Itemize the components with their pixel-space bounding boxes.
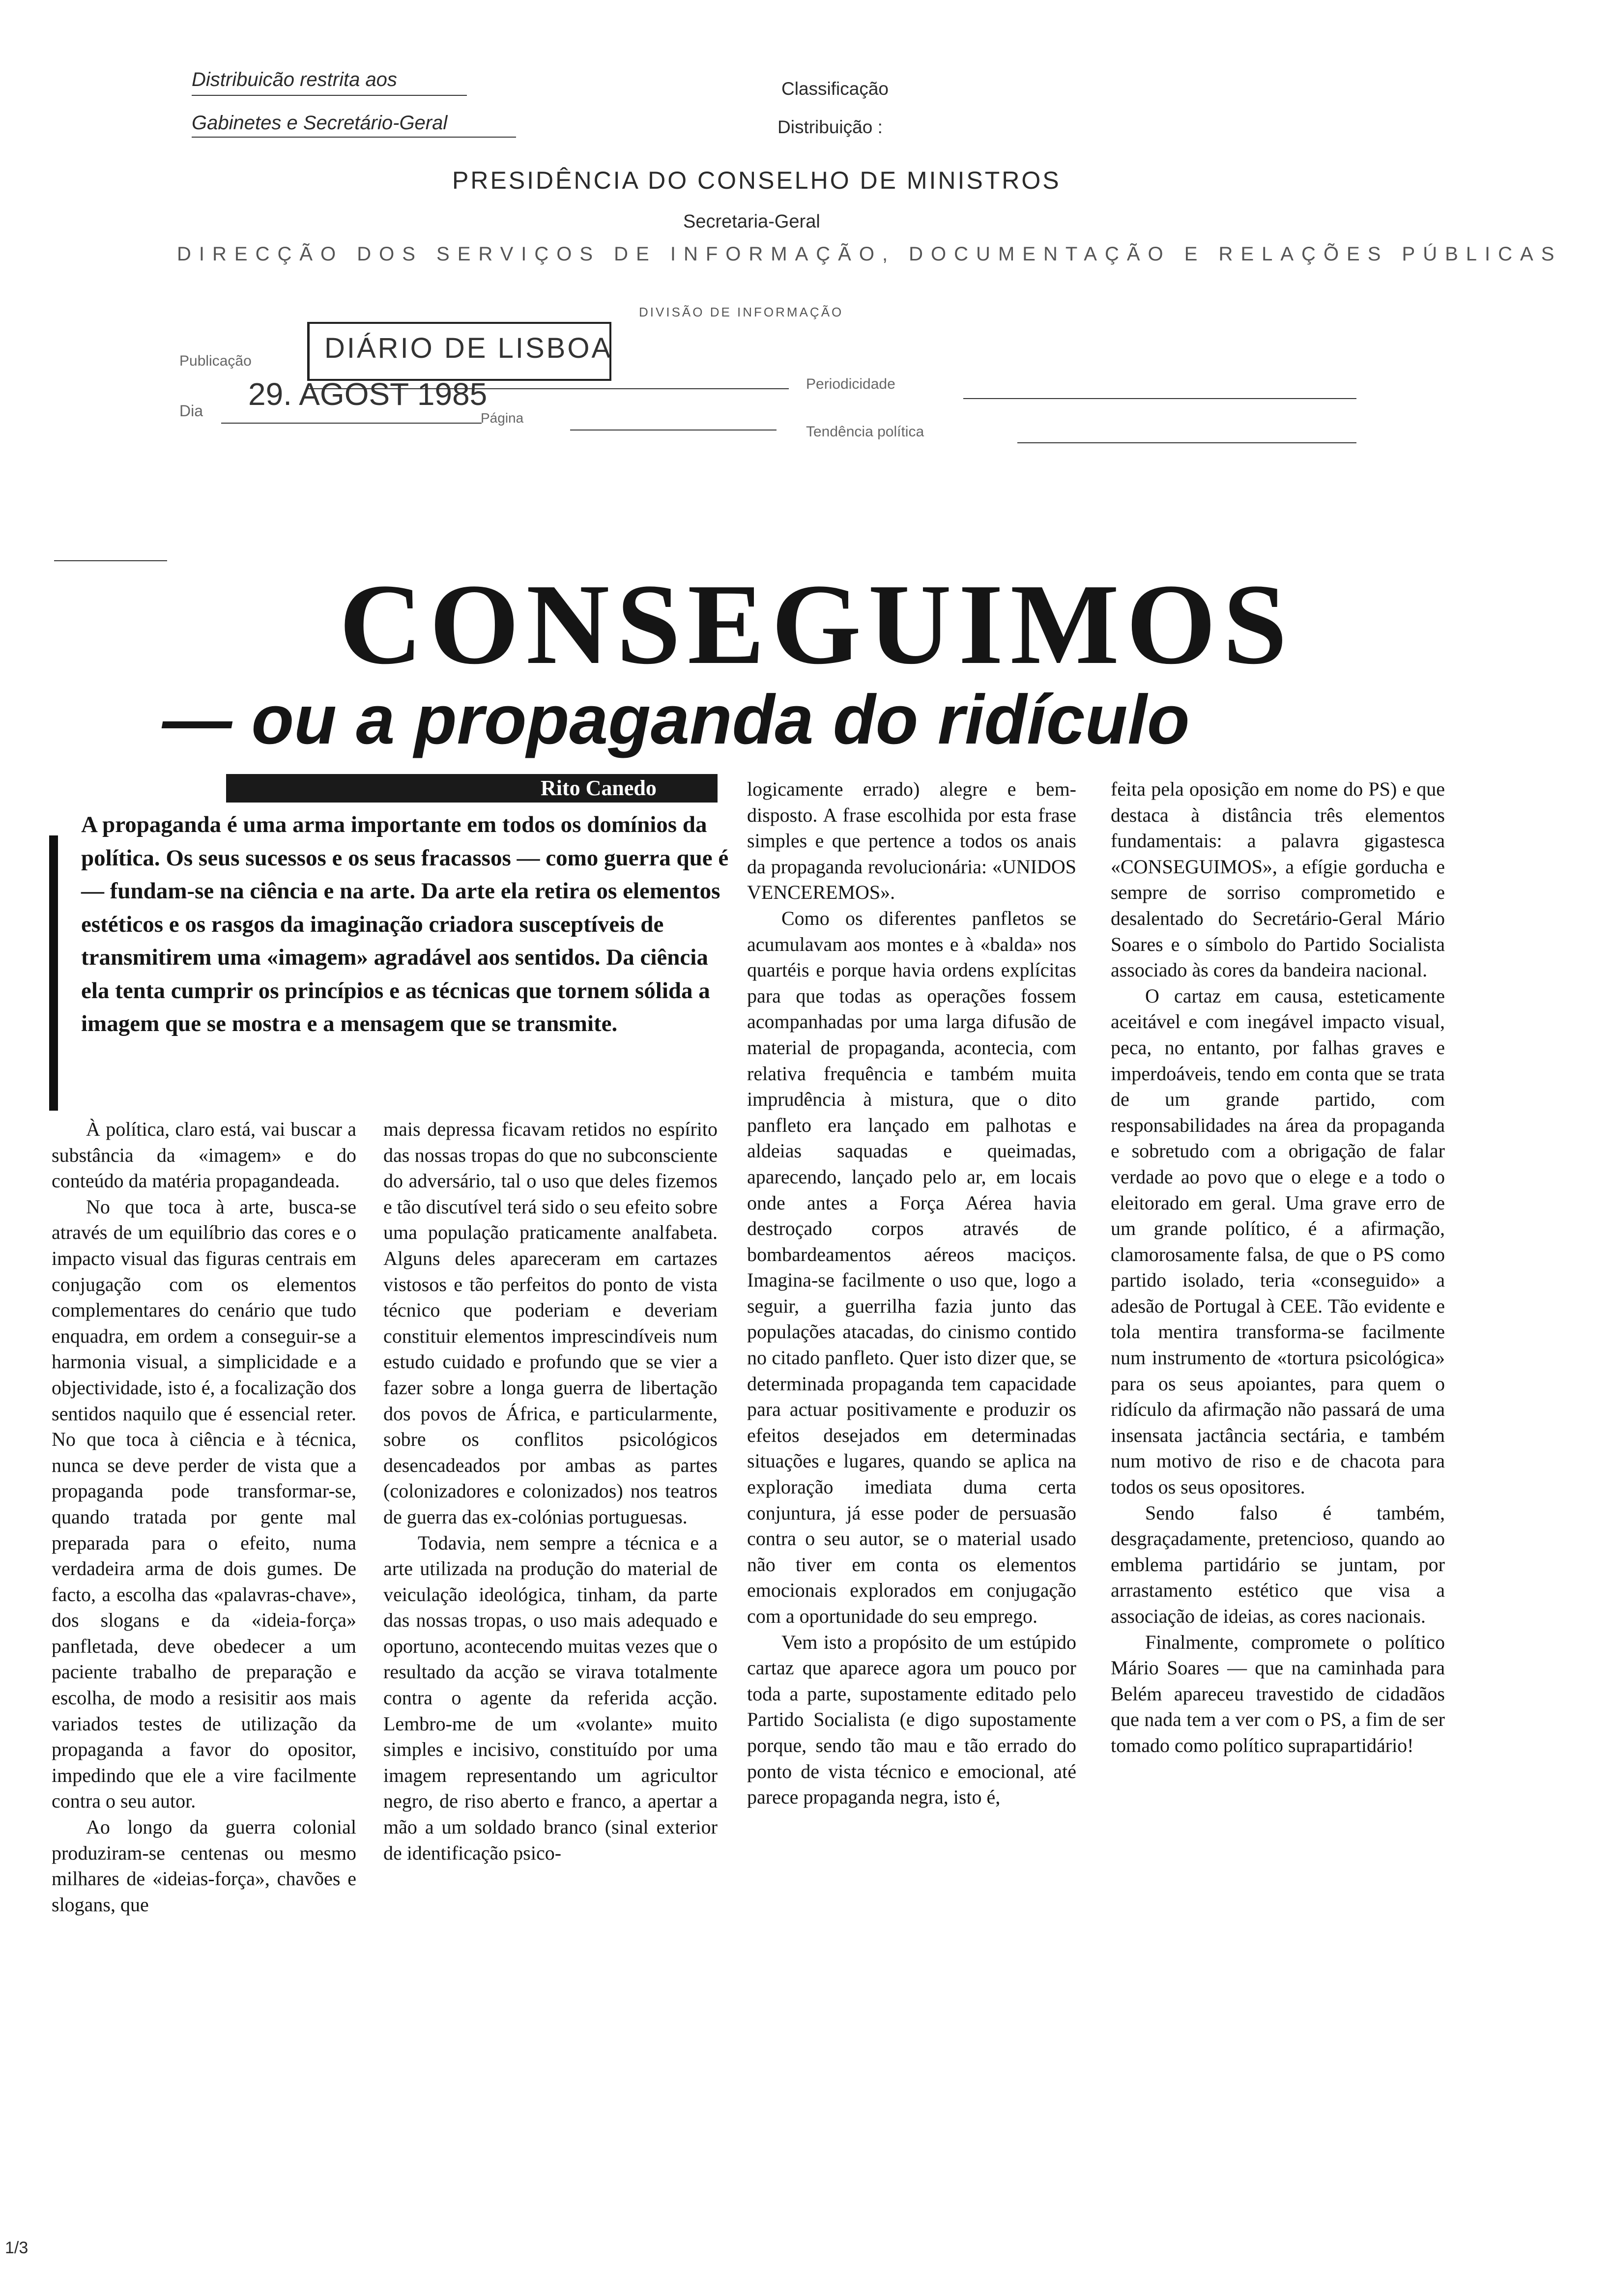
paragraph: O cartaz em causa, esteticamente aceitável e com inegável impacto visual, peca, no entanto, por falhas graves e imperdoáveis, tendo em conta que se trata de um grande partido, com responsabilidades na área da propaganda e sobretudo com a obrigação de falar verdade ao povo que o elege e a todo o eleitorado em geral. Uma grave erro de um grande político, é a afirmação, clamorosamente falsa, de que o PS como partido isolado, teria «conseguido» a adesão de Portugal à CEE. Tão evidente e tola mentira transforma-se facilmente num instrumento de «tortura psicológica» para os seus apoiantes, para quem o ridículo da afirmação não passará de uma insensata jactância sectária, e também num motivo de riso e de chacota para todos os seus opositores. — [1111, 984, 1445, 1498]
division: DIVISÃO DE INFORMAÇÃO — [639, 305, 844, 319]
article-subtitle: — ou a propaganda do ridículo — [162, 681, 1190, 759]
org-title: PRESIDÊNCIA DO CONSELHO DE MINISTROS — [452, 167, 1061, 194]
periodicity-label: Periodicidade — [806, 376, 895, 392]
paragraph: No que toca à arte, busca-se através de um equilíbrio das cores e o impacto visual das figuras centrais em conjugação com os elementos complementares do cenário que tudo enquadra, em ordem a conseguir-se a harmonia visual, a simplicidade e a objectividade, isto é, a focalização dos sentidos naquilo que é essencial reter. No que toca à ciência e à técnica, nunca se deve perder de vista que a propaganda pode transformar-se, quando tratada por gente mal preparada para o efeito, numa verdadeira arma de dois gumes. De facto, a escolha das «palavras-chave», dos slogans e da «ideia-força» panfletada, deve obedecer a um paciente trabalho de preparação e escolha, de modo a resisitir aos mais variados testes de utilização da propaganda a favor do opositor, impedindo que ele a vire facilmente contra o seu autor. — [52, 1195, 356, 1812]
day-underline — [221, 423, 482, 424]
column-3 — [747, 776, 1076, 1810]
paragraph: À política, claro está, vai buscar a substância da «imagem» e do conteúdo da matéria propagandeada. — [52, 1118, 356, 1192]
political-tendency-underline — [1017, 442, 1356, 443]
directorate: DIRECÇÃO DOS SERVIÇOS DE INFORMAÇÃO, DOCUMENTAÇÃO E RELAÇÕES PÚBLICAS — [177, 243, 1562, 265]
paragraph: Ao longo da guerra colonial produziram-se centenas ou mesmo milhares de «ideias-força», chavões e slogans, que — [52, 1816, 356, 1916]
distribution-underline-1 — [192, 95, 467, 96]
paragraph: Vem isto a propósito de um estúpido cartaz que aparece agora um pouco por toda a parte, supostamente editado pelo Partido Socialista (e digo supostamente porque, sendo tão mau e tão errado do ponto de vista técnico e emocional, até parece propaganda negra, isto é, — [747, 1631, 1076, 1808]
byline: Rito Canedo — [541, 776, 657, 800]
distribution-label: Distribuição : — [777, 117, 883, 137]
date-stamp: 29. AGOST 1985 — [248, 376, 488, 412]
publication-label: Publicação — [179, 353, 252, 369]
classification-label: Classificação — [781, 79, 889, 99]
page-label: Página — [481, 410, 524, 426]
distribution-note — [192, 58, 447, 144]
column-2 — [383, 1117, 718, 1866]
paragraph: mais depressa ficavam retidos no espírito das nossas tropas do que no subconsciente do adversário, tal o uso que deles fizemos e tão discutível terá sido o seu efeito sobre uma população praticamente analfabeta. Alguns deles apareceram em cartazes vistosos e tão perfeitos do ponto de vista técnico que poderiam e deveriam constituir elementos imprescindíveis num estudo cuidado e profundo que se vier a fazer sobre a longa guerra de libertação dos povos de África, e particularmente, sobre os conflitos psicológicos desencadeados por ambas as partes (colonizadores e colonizados) nos teatros de guerra das ex-colónias portuguesas. — [383, 1118, 718, 1528]
paragraph: Finalmente, compromete o político Mário Soares — que na caminhada para Belém apareceu travestido de cidadãos que nada tem a ver com o PS, a fim de ser tomado como político suprapartidário! — [1111, 1631, 1445, 1756]
paragraph: Sendo falso é também, desgraçadamente, pretencioso, quando ao emblema partidário se juntam, por arrastamento estético que visa a associação de ideias, as cores nacionais. — [1111, 1501, 1445, 1627]
lead-margin-bar — [49, 835, 58, 1111]
distribution-underline-2 — [192, 137, 516, 138]
paragraph: Como os diferentes panfletos se acumulavam aos montes e à «balda» nos quartéis e porque havia ordens explícitas para que todas as operações fossem acompanhadas por uma larga difusão de material de propaganda, acontecia, com relativa frequência e também muita imprudência à mistura, que o dito panfleto era lançado em palhotas e aldeias saquadas e queimadas, aparecendo, lançado pelo ar, em locais onde antes a Força Aérea havia destroçado corpos através de bombardeamentos aéreos maciços. Imagina-se facilmente o uso que, logo a seguir, a guerrilha fazia junto das populações atacadas, do cinismo contido no citado panfleto. Quer isto dizer que, se determinada propaganda tem capacidade para actuar positivamente e produzir os efeitos desejados em determinadas situações e lugares, quando se aplica na exploração imediata duma certa conjuntura, já esse poder de persuasão contra o seu autor, se o material usado não tiver em conta os elementos emocionais explorados em conjugação com a oportunidade do seu emprego. — [747, 907, 1076, 1627]
publication-stamp: DIÁRIO DE LISBOA — [324, 332, 613, 364]
column-4 — [1111, 776, 1445, 1759]
article-title: CONSEGUIMOS — [339, 560, 1294, 688]
article-lead: A propaganda é uma arma importante em todos os domínios da política. Os seus sucessos e os seus fracassos — como guerra que é — fundam-se na ciência e na arte. Da arte ela retira os elementos estéticos e os rasgos da imaginação criadora susceptíveis de transmitirem uma «imagem» agradável aos sentidos. Da ciência ela tenta cumprir os princípios e as técnicas que tornem sólida a imagem que se mostra e a mensagem que se transmite. — [81, 812, 729, 1036]
political-tendency-label: Tendência política — [806, 424, 924, 440]
distribution-line-1: Distribuicão restrita aos — [192, 69, 397, 90]
distribution-line-2: Gabinetes e Secretário-Geral — [192, 112, 448, 134]
paragraph: feita pela oposição em nome do PS) e que destaca à distância três elementos fundamentais: a palavra gigastesca «CONSEGUIMOS», a efígie gorducha e sempre de sorriso comprometido e desalentado do Secretário-Geral Mário Soares e o símbolo do Partido Socialista associado às cores da bandeira nacional. — [1111, 778, 1445, 981]
org-subtitle: Secretaria-Geral — [683, 211, 820, 232]
page-number: 1/3 — [5, 2239, 29, 2257]
paragraph: Todavia, nem sempre a técnica e a arte utilizada na produção do material de veiculação ideológica, tinham, da parte das nossas tropas, o uso mais adequado e oportuno, acontecendo muitas vezes que o resultado da acção se virava totalmente contra o agente da referida acção. Lembro-me de um «volante» muito simples e incisivo, constituído por uma imagem representando um agricultor negro, de riso aberto e franco, a apertar a mão a um soldado branco (sinal exterior de identificação psico- — [383, 1531, 718, 1864]
day-label: Dia — [179, 402, 203, 420]
top-rule — [54, 560, 167, 561]
paragraph: logicamente errado) alegre e bem-disposto. A frase escolhida por esta frase simples e que pertence a todos os anais da propaganda revolucionária: «UNIDOS VENCEREMOS». — [747, 778, 1076, 904]
column-1 — [52, 1117, 356, 1918]
periodicity-underline — [963, 398, 1356, 399]
